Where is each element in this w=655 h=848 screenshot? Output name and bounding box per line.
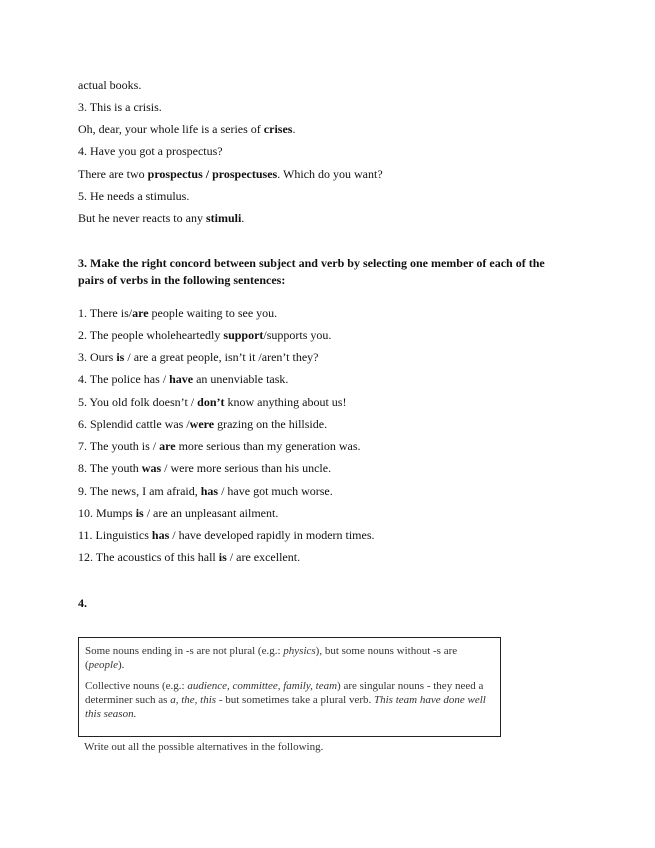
text-line: 4. Have you got a prospectus? xyxy=(78,144,223,158)
exercise-item: 7. The youth is / are more serious than my generation was. xyxy=(78,439,361,453)
exercise-item: 11. Linguistics has / have developed rapidly in modern times. xyxy=(78,528,375,542)
text-line: There are two prospectus / prospectuses. Which do you want? xyxy=(78,167,383,181)
text-line: Oh, dear, your whole life is a series of crises. xyxy=(78,122,296,136)
section-3-heading-cont: pairs of verbs in the following sentences: xyxy=(78,273,286,287)
exercise-item: 10. Mumps is / are an unpleasant ailment. xyxy=(78,506,279,520)
text-line: actual books. xyxy=(78,78,142,92)
exercise-item: 12. The acoustics of this hall is / are excellent. xyxy=(78,550,301,564)
exercise-item: 5. You old folk doesn’t / don’t know anything about us! xyxy=(78,395,347,409)
section-4-heading: 4. xyxy=(78,596,87,610)
text-line: 3. This is a crisis. xyxy=(78,100,162,114)
exercise-item: 1. There is/are people waiting to see you. xyxy=(78,306,278,320)
text-line: 5. He needs a stimulus. xyxy=(78,189,190,203)
exercise-item: 9. The news, I am afraid, has / have got much worse. xyxy=(78,484,333,498)
grammar-note-box xyxy=(78,637,501,737)
text-line: But he never reacts to any stimuli. xyxy=(78,211,245,225)
box-paragraph-1: Some nouns ending in -s are not plural (e.g.: physics), but some nouns without -s are (people). xyxy=(85,645,458,671)
instruction-text: Write out all the possible alternatives in the following. xyxy=(84,741,324,753)
exercise-item: 6. Splendid cattle was /were grazing on the hillside. xyxy=(78,417,328,431)
exercise-item: 4. The police has / have an unenviable task. xyxy=(78,372,289,386)
exercise-item: 2. The people wholeheartedly support/supports you. xyxy=(78,328,332,342)
section-3-heading: 3. Make the right concord between subject and verb by selecting one member of each of the xyxy=(78,256,545,270)
box-paragraph-2: Collective nouns (e.g.: audience, committee, family, team) are singular nouns - they need a determiner such as a, the, this - but sometimes take a plural verb. This team have done well this season. xyxy=(85,680,486,720)
exercise-item: 8. The youth was / were more serious than his uncle. xyxy=(78,461,332,475)
exercise-item: 3. Ours is / are a great people, isn’t it /aren’t they? xyxy=(78,350,319,364)
